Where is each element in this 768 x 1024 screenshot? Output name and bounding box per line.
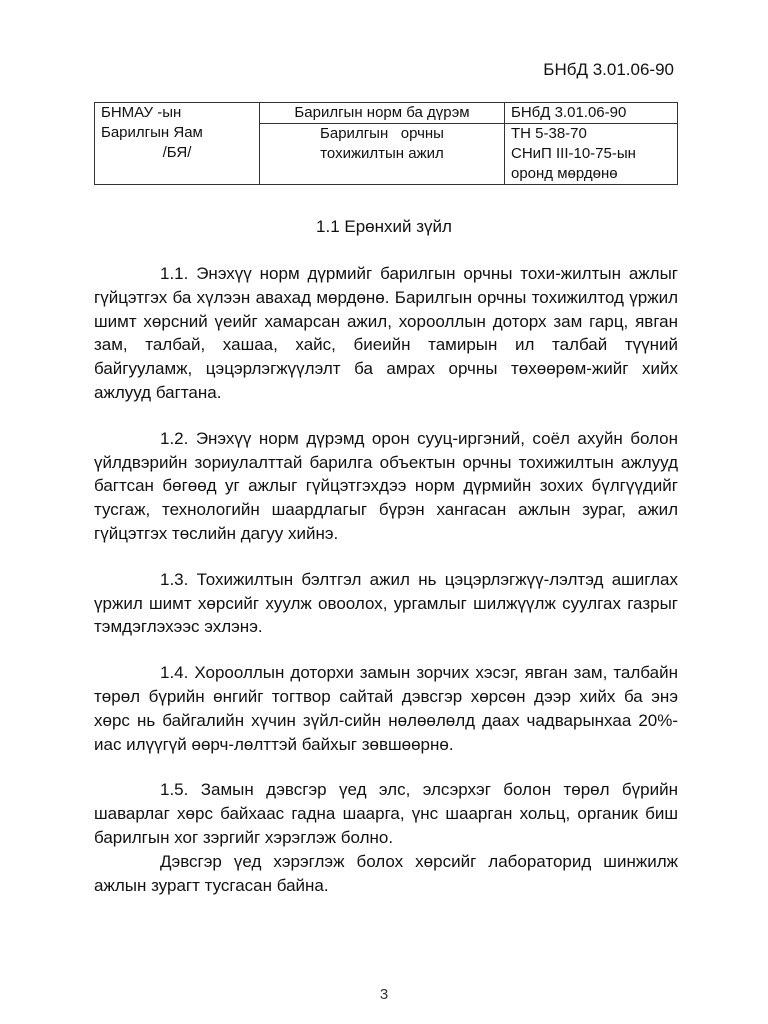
norm-type-cell: Барилгын норм ба дүрэм	[260, 103, 505, 124]
paragraph-1-1: 1.1. Энэхүү норм дүрмийг барилгын орчны тохи-жилтын ажлыг гүйцэтгэх ба хүлээн авахад мөрдөнө. Барилгын орчны тохижилтод үржил шимт хөрсний үеийг хамарсан ажил, хорооллын доторх зам гарц, явган зам, талбай, хашаа, хайс, биеийн тамирын ил талбай түүний байгууламж, цэцэрлэгжүүлэлт ба амрах орчны төхөөрөм-жийг хийх ажлууд багтана.	[94, 264, 678, 402]
replaces-line-3: оронд мөрдөнө	[511, 165, 618, 182]
paragraph-1-5-continued: Дэвсгэр үед хэрэглэж болох хөрсийг лабораторид шинжилж ажлын зурагт тусгасан байна.	[94, 851, 678, 895]
issuer-line-3: /БЯ/	[162, 144, 192, 161]
header-table	[94, 102, 678, 185]
page-number: 3	[379, 986, 389, 1003]
section-title: 1.1 Ерөнхий зүйл	[316, 217, 452, 236]
norm-title-cell	[260, 124, 505, 185]
norm-code-cell: БНбД 3.01.06-90	[505, 103, 678, 124]
document-code: БНбД 3.01.06-90	[543, 60, 674, 79]
paragraph-1-5: 1.5. Замын дэвсгэр үед элс, элсэрхэг болон төрөл бүрийн шаварлаг хөрс байхаас гадна шаарга, үнс шааргaн хольц, органик биш барилгын хог зэргийг хэрэглэж болно.	[94, 780, 678, 847]
paragraph-1-2: 1.2. Энэхүү норм дүрэмд орон сууц-иргэний, соёл ахуйн болон үйлдвэрийн зориулалттай барилга объектын орчны тохижилтын ажлууд багтсан бөгөөд уг ажлыг гүйцэтгэхдээ норм дүрмийн зохих бүлгүүдийг тусгаж, технологийн шаардлагыг бүрэн хангасан ажлын зураг, ажил гүйцэтгэх төслийн дагуу хийнэ.	[94, 428, 678, 543]
issuer-line-1: БНМАУ -ын	[101, 104, 182, 121]
norm-title-line-1: Барилгын орчны	[320, 125, 444, 142]
replaces-line-1: ТН 5-38-70	[511, 125, 587, 142]
paragraph-1-3: 1.3. Тохижилтын бэлтгэл ажил нь цэцэрлэгжүү-лэлтэд ашиглах үржил шимт хөрсийг хуулж овоолох, ургамлыг шилжүүлж суулгах газрыг тэмдэглэхээс эхлэнэ.	[94, 569, 678, 637]
issuer-cell	[95, 103, 260, 185]
norm-title-line-2: тохижилтын ажил	[320, 145, 444, 162]
header-table-row	[95, 103, 678, 124]
issuer-line-2: Барилгын Яам	[101, 124, 203, 141]
replaces-cell	[505, 124, 678, 185]
replaces-line-2: СНиП III-10-75-ын	[511, 145, 636, 162]
document-body	[94, 262, 678, 897]
paragraph-1-4: 1.4. Хорооллын доторхи замын зорчих хэсэг, явган зам, талбайн төрөл бүрийн өнгийг тогтвор сайтай дэвсгэр хөрсөн дээр хийх ба энэ хөрс нь байгалийн хүчин зүйл-сийн нөлөөлөлд даах чадварынхаа 20%- иас илүүгүй өөрч-лөлттэй байхыг зөвшөөрнө.	[94, 663, 678, 754]
